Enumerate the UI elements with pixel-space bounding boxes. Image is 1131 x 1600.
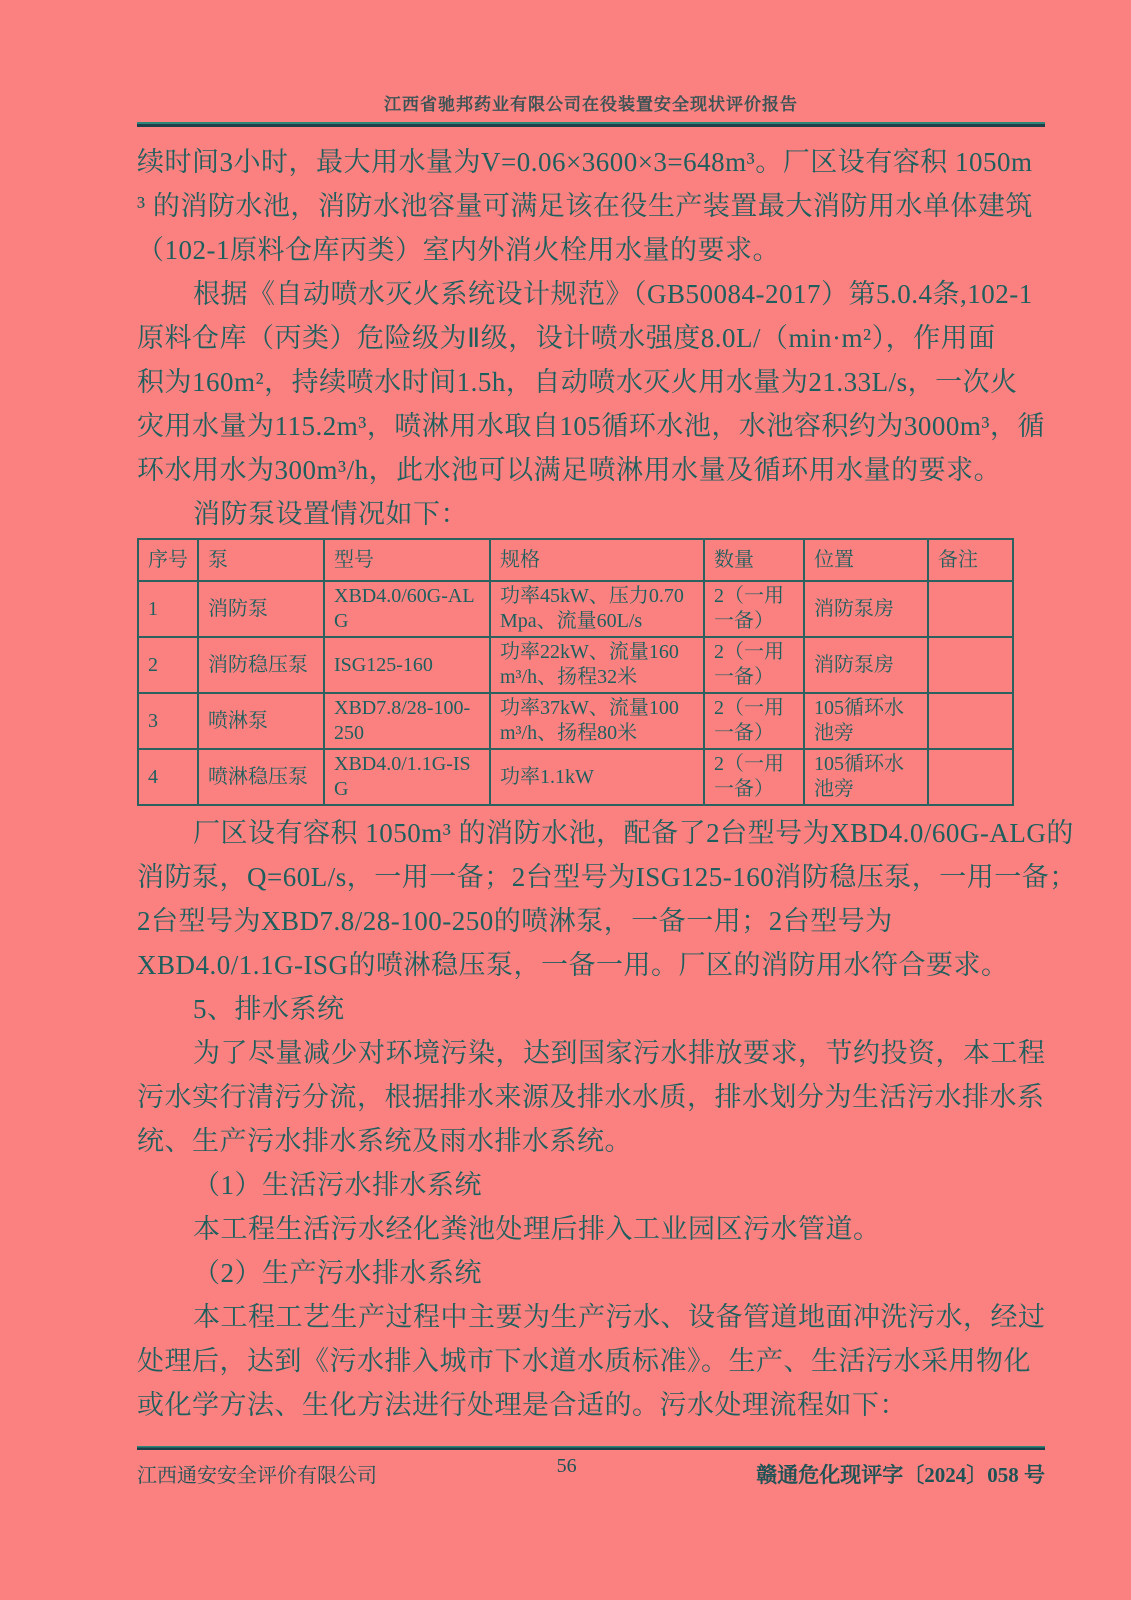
table-header-cell: 备注 (928, 539, 1013, 581)
table-cell: 105循环水池旁 (804, 693, 928, 749)
body-line: ³ 的消防水池，消防水池容量可满足该在役生产装置最大消防用水单体建筑 (137, 191, 1033, 221)
table-header-cell: 型号 (324, 539, 490, 581)
page-footer (137, 1446, 1045, 1489)
table-cell: 3 (138, 693, 198, 749)
table-header-cell: 规格 (490, 539, 704, 581)
table-cell: 4 (138, 749, 198, 805)
page-number: 56 (556, 1455, 577, 1477)
table-cell: XBD4.0/1.1G-ISG (324, 749, 490, 805)
table-header-cell: 数量 (704, 539, 804, 581)
table-cell: 2（一用一备） (704, 693, 804, 749)
body-line: 消防泵设置情况如下： (193, 499, 468, 529)
table-cell: 2（一用一备） (704, 749, 804, 805)
body-line: 原料仓库（丙类）危险级为Ⅱ级，设计喷水强度8.0L/（min·m²），作用面 (137, 323, 996, 353)
body-line: XBD4.0/1.1G-ISG的喷淋稳压泵，一备一用。厂区的消防用水符合要求。 (137, 950, 1009, 980)
footer-company: 江西通安安全评价有限公司 (137, 1465, 377, 1487)
body-line: 环水用水为300m³/h，此水池可以满足喷淋用水量及循环用水量的要求。 (137, 455, 1002, 485)
table-cell: 功率37kW、流量100m³/h、扬程80米 (490, 693, 704, 749)
table-cell: XBD4.0/60G-ALG (324, 581, 490, 637)
table-cell: XBD7.8/28-100-250 (324, 693, 490, 749)
table-row (138, 749, 1013, 805)
body-line: 为了尽量减少对环境污染，达到国家污水排放要求，节约投资，本工程 (193, 1038, 1046, 1068)
page-content (137, 0, 1077, 1427)
table-cell: 消防泵房 (804, 637, 928, 693)
sub-section-heading: （2）生产污水排水系统 (193, 1258, 482, 1288)
table-cell (928, 637, 1013, 693)
table-row (138, 581, 1013, 637)
body-line: 灾用水量为115.2m³，喷淋用水取自105循环水池，水池容积约为3000m³，循 (137, 411, 1045, 441)
table-cell: 功率45kW、压力0.70Mpa、流量60L/s (490, 581, 704, 637)
table-header-cell: 位置 (804, 539, 928, 581)
body-line: 消防泵，Q=60L/s，一用一备；2台型号为ISG125-160消防稳压泵，一用一备； (137, 862, 1077, 892)
table-cell: 2 (138, 637, 198, 693)
table-cell: 喷淋泵 (198, 693, 324, 749)
section-heading: 5、排水系统 (193, 994, 345, 1024)
footer-row (137, 1455, 1045, 1489)
table-cell: 消防稳压泵 (198, 637, 324, 693)
body-line: 统、生产污水排水系统及雨水排水系统。 (137, 1126, 632, 1156)
body-line: 厂区设有容积 1050m³ 的消防水池，配备了2台型号为XBD4.0/60G-ALG的 (193, 818, 1074, 848)
table-cell (928, 581, 1013, 637)
table-cell: 消防泵 (198, 581, 324, 637)
table-cell: 2（一用一备） (704, 581, 804, 637)
table-header-cell: 序号 (138, 539, 198, 581)
pump-table (137, 538, 1014, 806)
header-rule (137, 122, 1045, 127)
table-cell: 2（一用一备） (704, 637, 804, 693)
table-header-row (138, 539, 1013, 581)
table-cell (928, 749, 1013, 805)
body-line: 本工程生活污水经化粪池处理后排入工业园区污水管道。 (193, 1214, 881, 1244)
body-line: 本工程工艺生产过程中主要为生产污水、设备管道地面冲洗污水，经过 (193, 1302, 1046, 1332)
body-line: 2台型号为XBD7.8/28-100-250的喷淋泵，一备一用；2台型号为 (137, 906, 893, 936)
table-cell (928, 693, 1013, 749)
sub-section-heading: （1）生活污水排水系统 (193, 1170, 482, 1200)
table-cell: 喷淋稳压泵 (198, 749, 324, 805)
footer-doc-number: 赣通危化现评字〔2024〕058 号 (756, 1463, 1045, 1487)
body-line: 或化学方法、生化方法进行处理是合适的。污水处理流程如下： (137, 1390, 907, 1420)
table-cell: 1 (138, 581, 198, 637)
table-row (138, 637, 1013, 693)
body-line: （102-1原料仓库丙类）室内外消火栓用水量的要求。 (137, 235, 780, 265)
table-header-cell: 泵 (198, 539, 324, 581)
table-cell: 消防泵房 (804, 581, 928, 637)
body-line: 处理后，达到《污水排入城市下水道水质标准》。生产、生活污水采用物化 (137, 1346, 1031, 1376)
table-cell: ISG125-160 (324, 637, 490, 693)
table-cell: 105循环水池旁 (804, 749, 928, 805)
body-line: 积为160m²，持续喷水时间1.5h，自动喷水灭火用水量为21.33L/s，一次火 (137, 367, 1018, 397)
table-cell: 功率1.1kW (490, 749, 704, 805)
body-line: 根据《自动喷水灭火系统设计规范》（GB50084-2017）第5.0.4条,102-1 (193, 279, 1033, 309)
body-line: 污水实行清污分流，根据排水来源及排水水质，排水划分为生活污水排水系 (137, 1082, 1045, 1112)
table-row (138, 693, 1013, 749)
footer-rule (137, 1446, 1045, 1450)
table-cell: 功率22kW、流量160m³/h、扬程32米 (490, 637, 704, 693)
page-header-title: 江西省驰邦药业有限公司在役装置安全现状评价报告 (384, 95, 798, 114)
body-line: 续时间3小时，最大用水量为V=0.06×3600×3=648m³。厂区设有容积 1050m (137, 147, 1033, 177)
